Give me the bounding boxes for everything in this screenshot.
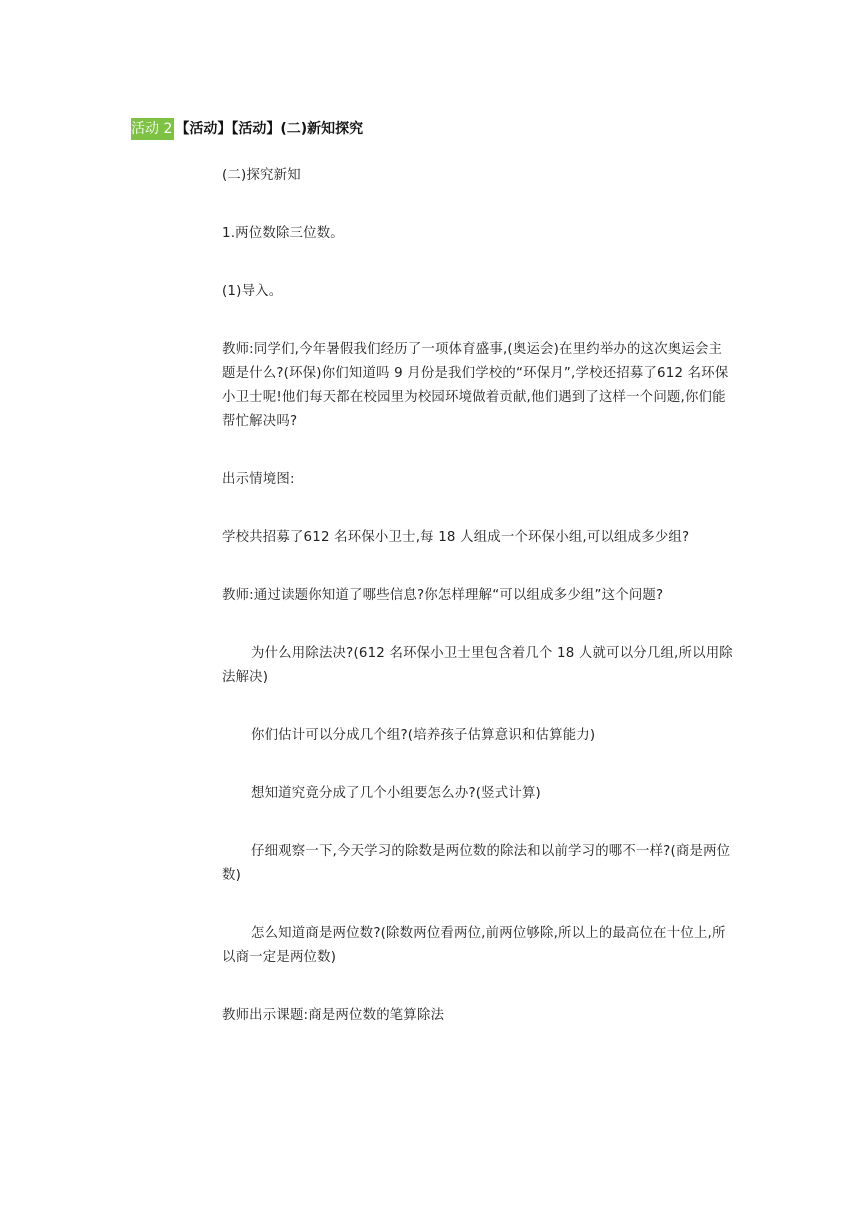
question-how-compute: 想知道究竟分成了几个小组要怎么办?(竖式计算): [251, 786, 541, 801]
document-body: [222, 164, 734, 1062]
question-why-division: 为什么用除法决?(612 名环保小卫士里包含着几个 18 人就可以分几组,所以用除法解决): [222, 646, 733, 685]
teacher-question: 教师:通过读题你知道了哪些信息?你怎样理解“可以组成多少组”这个问题?: [222, 588, 664, 603]
teacher-intro-paragraph: 教师:同学们,今年暑假我们经历了一项体育盛事,(奥运会)在里约举办的这次奥运会主题是什么?(环保)你们知道吗 9 月份是我们学校的“环保月”,学校还招募了612 名环保小卫士呢!他们每天都在校园里为校园环境做着贡献,他们遇到了这样一个问题,你们能帮忙解决吗?: [222, 342, 729, 429]
subsection-title: 1.两位数除三位数。: [222, 226, 344, 241]
question-difference: 仔细观察一下,今天学习的除数是两位数的除法和以前学习的哪不一样?(商是两位数): [222, 844, 731, 883]
question-estimate: 你们估计可以分成几个组?(培养孩子估算意识和估算能力): [251, 728, 596, 743]
activity-tag: 活动 2: [131, 118, 174, 140]
situation-label: 出示情境图:: [222, 472, 295, 487]
problem-statement: 学校共招募了612 名环保小卫士,每 18 人组成一个环保小组,可以组成多少组?: [222, 530, 690, 545]
lesson-topic: 教师出示课题:商是两位数的笔算除法: [222, 1008, 445, 1023]
activity-heading: [131, 118, 363, 140]
step-title: (1)导入。: [222, 284, 283, 299]
question-quotient-digits: 怎么知道商是两位数?(除数两位看两位,前两位够除,所以上的最高位在十位上,所以商一定是两位数): [222, 926, 726, 965]
activity-title: 【活动】【活动】(二)新知探究: [175, 121, 364, 137]
section-title: (二)探究新知: [222, 168, 301, 183]
